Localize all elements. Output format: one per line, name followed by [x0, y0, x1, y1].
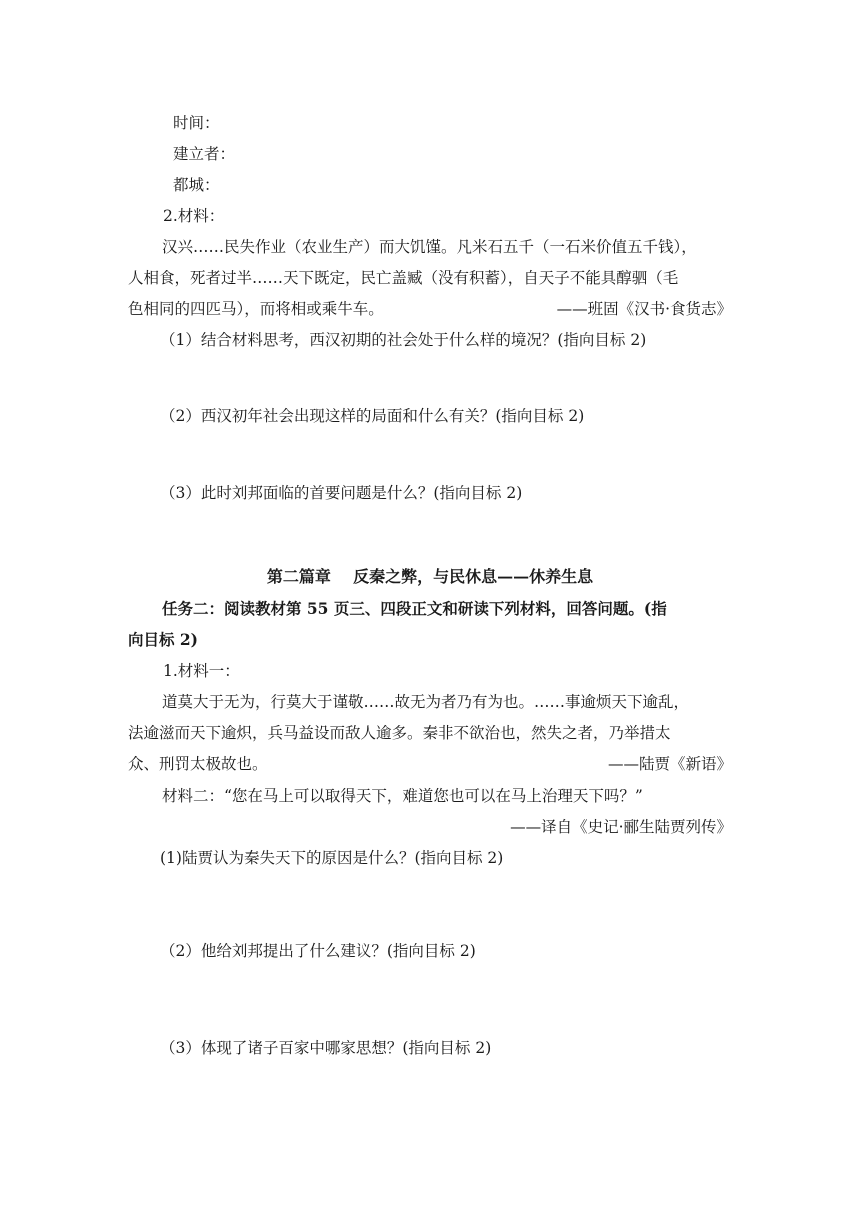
ch2-question-2: （2）他给刘邦提出了什么建议？(指向目标 2) [160, 942, 476, 960]
question-1: （1）结合材料思考，西汉初期的社会处于什么样的境况？(指向目标 2) [160, 331, 647, 349]
material-two-source: ——译自《史记·郦生陆贾列传》 [510, 818, 732, 836]
chapter-heading: 第二篇章 反秦之弊，与民休息——休养生息 [266, 567, 594, 586]
material-label: 2.材料： [163, 207, 225, 225]
material-line-1: 汉兴……民失作业（农业生产）而大饥馑。凡米石五千（一石米价值五千钱）， [162, 238, 697, 256]
founder-label: 建立者： [173, 145, 236, 163]
material-source: ——班固《汉书·食货志》 [556, 300, 732, 318]
material-one-label: 1.材料一： [163, 662, 240, 680]
task-line-1: 任务二：阅读教材第 55 页三、四段正文和研读下列材料，回答问题。(指 [162, 599, 667, 618]
task-line-2: 向目标 2) [128, 630, 199, 649]
material-one-line-3: 众、刑罚太极故也。 [128, 755, 268, 773]
ch2-question-1: (1)陆贾认为秦失天下的原因是什么？(指向目标 2) [160, 849, 504, 867]
question-2: （2）西汉初年社会出现这样的局面和什么有关？(指向目标 2) [160, 407, 585, 425]
material-one-line-2: 法逾滋而天下逾炽，兵马益设而敌人逾多。秦非不欲治也，然失之者，乃举措太 [128, 724, 671, 742]
ch2-question-3: （3）体现了诸子百家中哪家思想？(指向目标 2) [160, 1039, 492, 1057]
material-one-source: ——陆贾《新语》 [607, 755, 732, 773]
material-two-line: 材料二：“您在马上可以取得天下，难道您也可以在马上治理天下吗？” [162, 787, 643, 805]
time-label: 时间： [173, 114, 220, 132]
capital-label: 都城： [173, 176, 220, 194]
material-line-3: 色相同的四匹马），而将相或乘牛车。 [128, 300, 384, 318]
question-3: （3）此时刘邦面临的首要问题是什么？(指向目标 2) [160, 484, 523, 502]
material-line-2: 人相食，死者过半……天下既定，民亡盖臧（没有积蓄），自天子不能具醇驷（毛 [128, 269, 679, 287]
material-one-line-1: 道莫大于无为，行莫大于谨敬……故无为者乃有为也。……事逾烦天下逾乱， [162, 693, 690, 711]
